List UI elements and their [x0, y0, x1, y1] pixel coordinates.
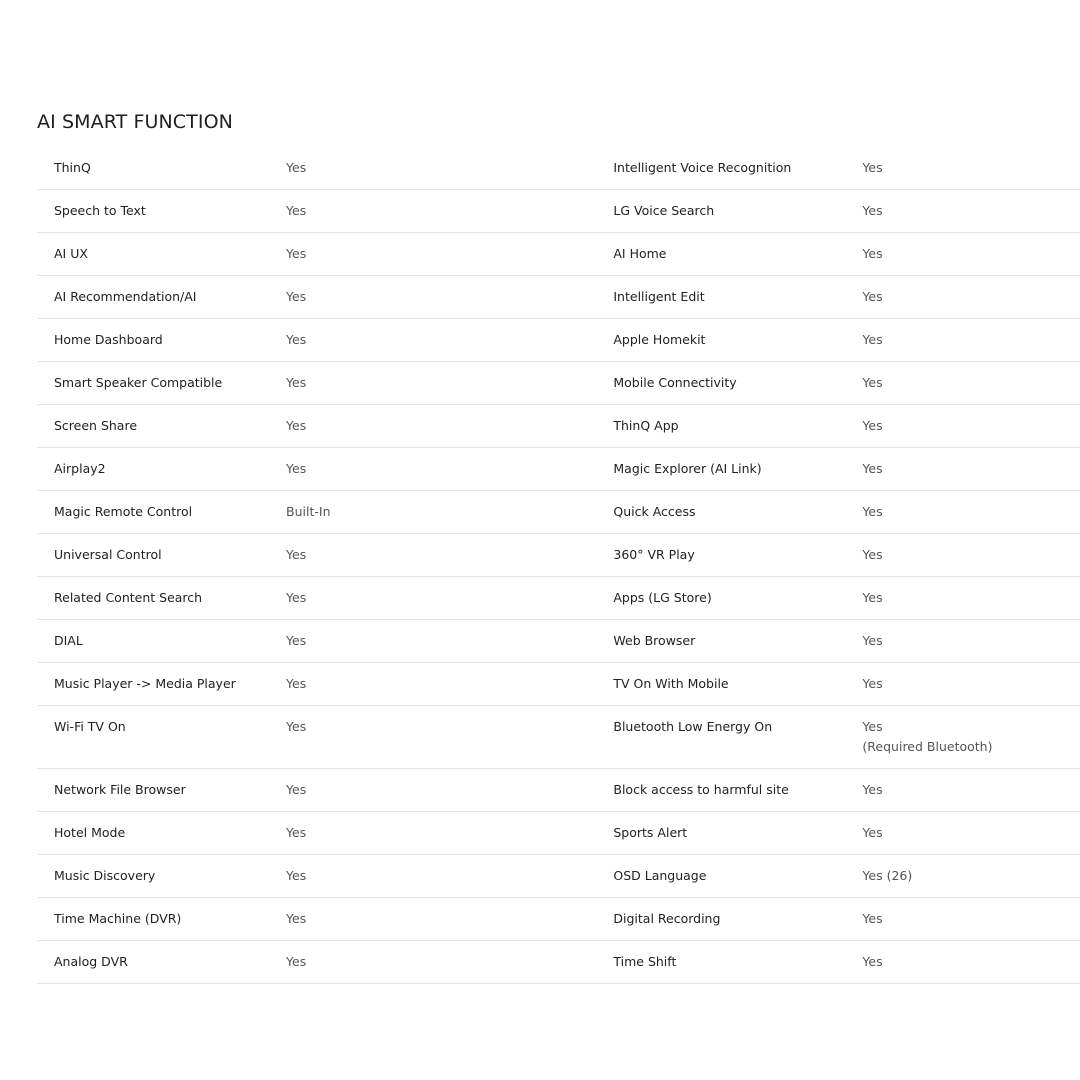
spec-label: Screen Share: [37, 405, 286, 448]
spec-row: [37, 491, 1080, 534]
spec-label: Related Content Search: [37, 577, 286, 620]
spec-label: Web Browser: [613, 620, 862, 663]
spec-value: Yes: [286, 362, 613, 405]
spec-label: OSD Language: [613, 855, 862, 898]
spec-value: [862, 491, 1080, 534]
spec-label: Smart Speaker Compatible: [37, 362, 286, 405]
spec-value-line: Yes: [862, 461, 883, 476]
spec-table: [37, 147, 1080, 984]
spec-row: [37, 812, 1080, 855]
spec-label: Network File Browser: [37, 769, 286, 812]
spec-value: Yes: [286, 898, 613, 941]
spec-value: Yes: [286, 534, 613, 577]
spec-value-line: Yes: [862, 719, 883, 734]
spec-row: [37, 663, 1080, 706]
spec-label: Universal Control: [37, 534, 286, 577]
spec-table-body: [37, 147, 1080, 984]
spec-value-line: Yes: [862, 590, 883, 605]
spec-value-line: Yes: [862, 825, 883, 840]
spec-label: Intelligent Edit: [613, 276, 862, 319]
spec-value-line: Yes: [862, 289, 883, 304]
spec-label: Intelligent Voice Recognition: [613, 147, 862, 190]
spec-value: Yes: [286, 663, 613, 706]
spec-row: [37, 534, 1080, 577]
spec-value-line: Yes: [862, 504, 883, 519]
spec-value: [862, 663, 1080, 706]
spec-value: Yes: [286, 577, 613, 620]
spec-row: [37, 577, 1080, 620]
spec-value: Yes: [286, 276, 613, 319]
spec-row: [37, 319, 1080, 362]
spec-value: [862, 448, 1080, 491]
spec-label: Quick Access: [613, 491, 862, 534]
spec-label: Digital Recording: [613, 898, 862, 941]
spec-value: [862, 534, 1080, 577]
spec-label: Apple Homekit: [613, 319, 862, 362]
spec-value: [862, 898, 1080, 941]
spec-label: TV On With Mobile: [613, 663, 862, 706]
spec-row: [37, 855, 1080, 898]
spec-value-line: Yes: [862, 246, 883, 261]
spec-value-line: Yes: [862, 375, 883, 390]
spec-row: [37, 620, 1080, 663]
spec-label: ThinQ: [37, 147, 286, 190]
spec-row: [37, 147, 1080, 190]
spec-label: Sports Alert: [613, 812, 862, 855]
spec-value: [862, 706, 1080, 769]
spec-value: Yes: [286, 405, 613, 448]
spec-label: Music Player -> Media Player: [37, 663, 286, 706]
spec-value-line: Yes: [862, 954, 883, 969]
spec-value-line: Yes: [862, 160, 883, 175]
spec-value: [862, 276, 1080, 319]
spec-value: Yes: [286, 812, 613, 855]
spec-value: Yes: [286, 620, 613, 663]
spec-value-line: Yes: [862, 633, 883, 648]
spec-label: Analog DVR: [37, 941, 286, 984]
spec-value: Yes: [286, 448, 613, 491]
spec-label: Time Shift: [613, 941, 862, 984]
spec-value-line: (Required Bluetooth): [862, 739, 993, 754]
spec-label: AI Recommendation/AI: [37, 276, 286, 319]
spec-value-line: Yes: [862, 547, 883, 562]
section-title: AI SMART FUNCTION: [37, 111, 233, 133]
spec-label: Apps (LG Store): [613, 577, 862, 620]
spec-row: [37, 706, 1080, 769]
spec-label: Mobile Connectivity: [613, 362, 862, 405]
spec-value: Yes: [286, 941, 613, 984]
spec-label: Airplay2: [37, 448, 286, 491]
spec-label: AI UX: [37, 233, 286, 276]
spec-label: Bluetooth Low Energy On: [613, 706, 862, 769]
spec-value: Yes: [286, 190, 613, 233]
spec-row: [37, 941, 1080, 984]
spec-label: Music Discovery: [37, 855, 286, 898]
spec-value: [862, 941, 1080, 984]
spec-label: 360° VR Play: [613, 534, 862, 577]
spec-label: Wi-Fi TV On: [37, 706, 286, 769]
spec-value: [862, 190, 1080, 233]
spec-row: [37, 362, 1080, 405]
spec-label: LG Voice Search: [613, 190, 862, 233]
spec-row: [37, 276, 1080, 319]
spec-value: [862, 812, 1080, 855]
spec-row: [37, 190, 1080, 233]
spec-value: [862, 620, 1080, 663]
spec-label: ThinQ App: [613, 405, 862, 448]
spec-value: [862, 577, 1080, 620]
spec-value: Yes: [286, 319, 613, 362]
spec-row: [37, 233, 1080, 276]
spec-value: [862, 405, 1080, 448]
spec-value: Yes: [286, 769, 613, 812]
spec-value-line: Yes: [862, 676, 883, 691]
spec-value-line: Yes: [862, 203, 883, 218]
spec-label: Magic Explorer (AI Link): [613, 448, 862, 491]
spec-value: Yes: [286, 147, 613, 190]
spec-value: [862, 319, 1080, 362]
spec-label: Block access to harmful site: [613, 769, 862, 812]
spec-label: Home Dashboard: [37, 319, 286, 362]
spec-label: AI Home: [613, 233, 862, 276]
spec-value-line: Yes: [862, 332, 883, 347]
spec-value: Yes: [286, 706, 613, 769]
spec-row: [37, 405, 1080, 448]
spec-value-line: Yes (26): [862, 868, 913, 883]
spec-value: [862, 233, 1080, 276]
spec-value: Yes: [286, 855, 613, 898]
spec-value: [862, 362, 1080, 405]
spec-row: [37, 769, 1080, 812]
spec-label: Magic Remote Control: [37, 491, 286, 534]
spec-row: [37, 448, 1080, 491]
spec-value-line: Yes: [862, 782, 883, 797]
spec-label: Time Machine (DVR): [37, 898, 286, 941]
spec-value: [862, 769, 1080, 812]
spec-row: [37, 898, 1080, 941]
spec-value: Yes: [286, 233, 613, 276]
spec-value-line: Yes: [862, 911, 883, 926]
spec-value-line: Yes: [862, 418, 883, 433]
spec-label: Speech to Text: [37, 190, 286, 233]
spec-label: DIAL: [37, 620, 286, 663]
spec-label: Hotel Mode: [37, 812, 286, 855]
spec-value: [862, 855, 1080, 898]
spec-value: Built-In: [286, 491, 613, 534]
spec-value: [862, 147, 1080, 190]
